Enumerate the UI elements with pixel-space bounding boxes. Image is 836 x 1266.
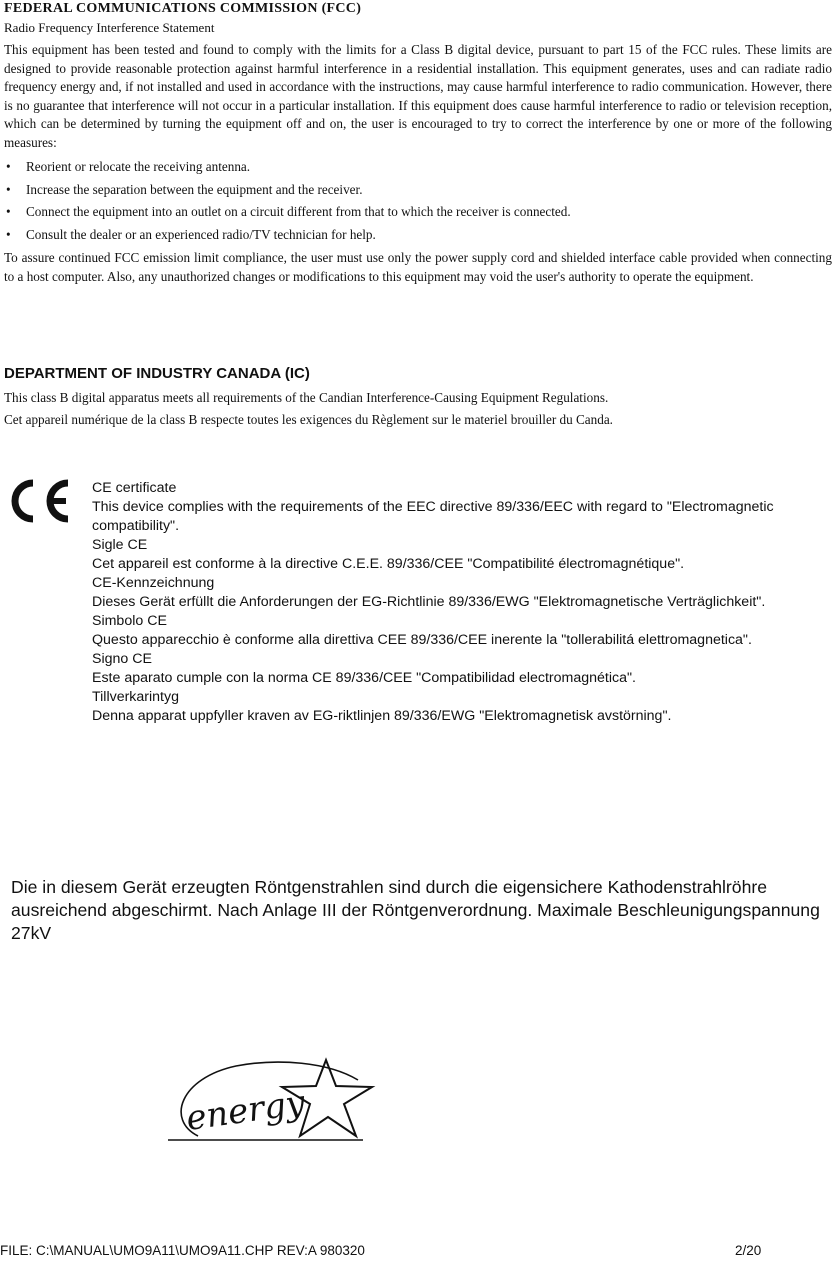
bullet-icon: •	[6, 159, 11, 174]
ic-section	[4, 364, 832, 431]
bullet-icon: •	[6, 226, 11, 242]
ce-mark-icon	[8, 478, 74, 524]
ce-declarations	[92, 479, 812, 726]
list-item	[4, 179, 832, 202]
fcc-heading: FEDERAL COMMUNICATIONS COMMISSION (FCC)	[4, 1, 362, 16]
ce-text-it: Questo apparecchio è conforme alla direttiva CEE 89/336/CEE inerente la "tollerabilitá elettromagnetica".	[92, 632, 752, 648]
footer-page-number: 2/20	[735, 1243, 762, 1258]
fcc-subheading: Radio Frequency Interference Statement	[4, 20, 215, 35]
bullet-icon: •	[6, 181, 11, 197]
ce-text-es: Este aparato cumple con la norma CE 89/336/CEE "Compatibilidad electromagnética".	[92, 670, 636, 686]
measure-text: Connect the equipment into an outlet on a circuit different from that to which the receiver is connected.	[26, 204, 571, 219]
measure-text: Reorient or relocate the receiving antenna.	[26, 159, 251, 174]
ce-text-en: This device complies with the requirements of the EEC directive 89/336/EEC with regard to "Electromagnetic compatibility".	[92, 499, 774, 534]
ic-heading: DEPARTMENT OF INDUSTRY CANADA (IC)	[4, 365, 310, 382]
page-footer	[0, 1243, 836, 1261]
ce-label-de: CE-Kennzeichnung	[92, 575, 215, 591]
list-item	[4, 201, 832, 224]
ce-label-it: Simbolo CE	[92, 613, 167, 629]
fcc-measures-list	[4, 156, 832, 246]
measure-text: Increase the separation between the equipment and the receiver.	[26, 181, 363, 197]
ce-label-en: CE certificate	[92, 480, 177, 496]
xray-statement	[11, 876, 826, 945]
xray-text: Die in diesem Gerät erzeugten Röntgenstrahlen sind durch die eigensichere Kathodenstrahlröhre ausreichend abgeschirmt. Nach Anlage III der Röntgenverordnung. Maximale Beschleunigungspannung 27kV	[11, 877, 820, 943]
ce-text-fr: Cet appareil est conforme à la directive C.E.E. 89/336/CEE "Compatibilité électromagnétique".	[92, 556, 685, 572]
ic-statement-fr: Cet appareil numérique de la class B respecte toutes les exigences du Règlement sur le materiel brouiller du Canda.	[4, 412, 613, 427]
ce-text-sv: Denna apparat uppfyller kraven av EG-riktlinjen 89/336/EWG "Elektromagnetisk avstörning".	[92, 708, 672, 724]
ce-label-fr: Sigle CE	[92, 537, 148, 553]
energy-logo-wordmark: energy	[183, 1082, 308, 1139]
ce-label-sv: Tillverkarintyg	[92, 689, 179, 705]
fcc-paragraph-2: To assure continued FCC emission limit compliance, the user must use only the power supply cord and shielded interface cable provided when connecting to a host computer. Also, any unauthorized changes or modifications to this equipment may void the user's authority to operate the equipment.	[4, 250, 832, 284]
bullet-icon: •	[6, 204, 11, 219]
fcc-paragraph-1: This equipment has been tested and found to comply with the limits for a Class B digital device, pursuant to part 15 of the FCC rules. These limits are designed to provide reasonable protection against harmful interference in a residential installation. This equipment generates, uses and can radiate radio frequency energy and, if not installed and used in accordance with the instructions, may cause harmful interference to radio communication. However, there is no guarantee that interference will not occur in a particular installation. If this equipment does cause harmful interference to radio or television reception, which can be determined by turning the equipment off and on, the user is encouraged to try to correct the interference by one or more of the following measures:	[4, 42, 832, 150]
fcc-section	[4, 0, 832, 286]
ce-text-de: Dieses Gerät erfüllt die Anforderungen der EG-Richtlinie 89/336/EWG "Elektromagnetische Verträglichkeit".	[92, 594, 766, 610]
list-item	[4, 224, 832, 247]
list-item	[4, 156, 832, 179]
footer-file-path: FILE: C:\MANUAL\UMO9A11\UMO9A11.CHP REV:A 980320	[0, 1243, 365, 1258]
ce-label-es: Signo CE	[92, 651, 152, 667]
measure-text: Consult the dealer or an experienced radio/TV technician for help.	[26, 226, 376, 242]
ic-statement-en: This class B digital apparatus meets all requirements of the Candian Interference-Causing Equipment Regulations.	[4, 390, 609, 405]
energy-star-logo-icon	[158, 1040, 378, 1158]
